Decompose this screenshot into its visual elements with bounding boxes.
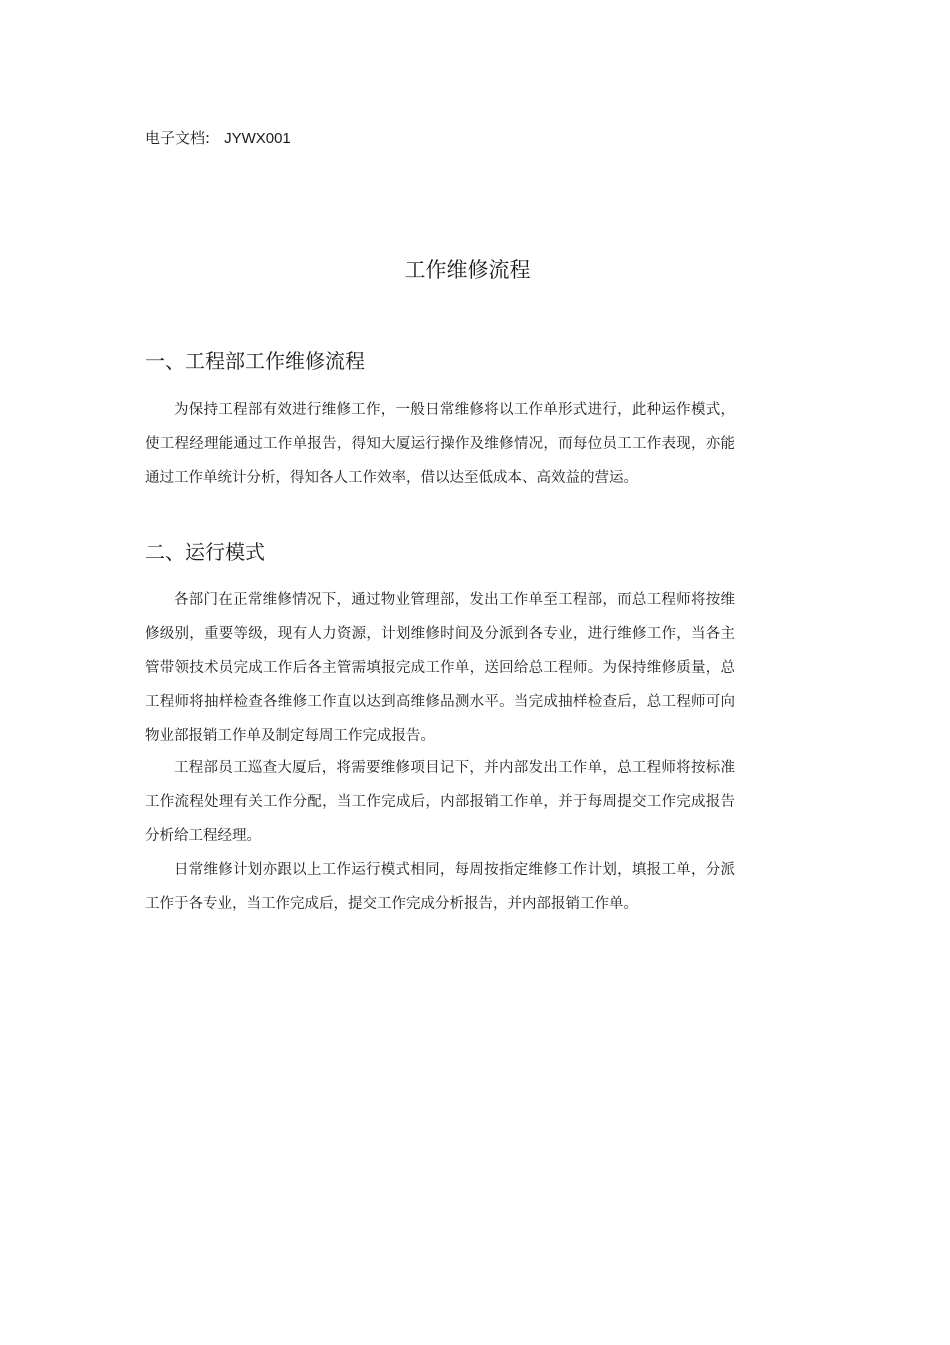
section-heading-engineering-workflow: 一、工程部工作维修流程 [145, 349, 365, 373]
paragraph: 各部门在正常维修情况下，通过物业管理部，发出工作单至工程部，而总工程师将按维修级别，重要等级，现有人力资源，计划维修时间及分派到各专业，进行维修工作，当各主管带领技术员完成工作后各主管需填报完成工作单，送回给总工程师。为保持维修质量，总工程师将抽样检查各维修工作直以达到高维修品测水平。当完成抽样检查后，总工程师可向物业部报销工作单及制定每周工作完成报告。 [145, 592, 735, 744]
paragraph: 为保持工程部有效进行维修工作，一般日常维修将以工作单形式进行，此种运作模式，使工程经理能通过工作单报告，得知大厦运行操作及维修情况，而每位员工工作表现，亦能通过工作单统计分析，得知各人工作效率，借以达至低成本、高效益的营运。 [145, 402, 735, 486]
document-id-label: 电子文档: [145, 129, 211, 147]
page-title: 工作维修流程 [404, 258, 531, 282]
paragraph: 日常维修计划亦跟以上工作运行模式相同，每周按指定维修工作计划，填报工单，分派工作于各专业，当工作完成后，提交工作完成分析报告，并内部报销工作单。 [145, 862, 735, 912]
paragraph: 工程部员工巡查大厦后，将需要维修项目记下，并内部发出工作单，总工程师将按标准工作流程处理有关工作分配，当工作完成后，内部报销工作单，并于每周提交工作完成报告分析给工程经理。 [145, 760, 735, 844]
section-heading-operation-mode: 二、运行模式 [145, 540, 265, 564]
document-id [145, 128, 291, 149]
document-id-code: JYWX001 [224, 130, 291, 147]
